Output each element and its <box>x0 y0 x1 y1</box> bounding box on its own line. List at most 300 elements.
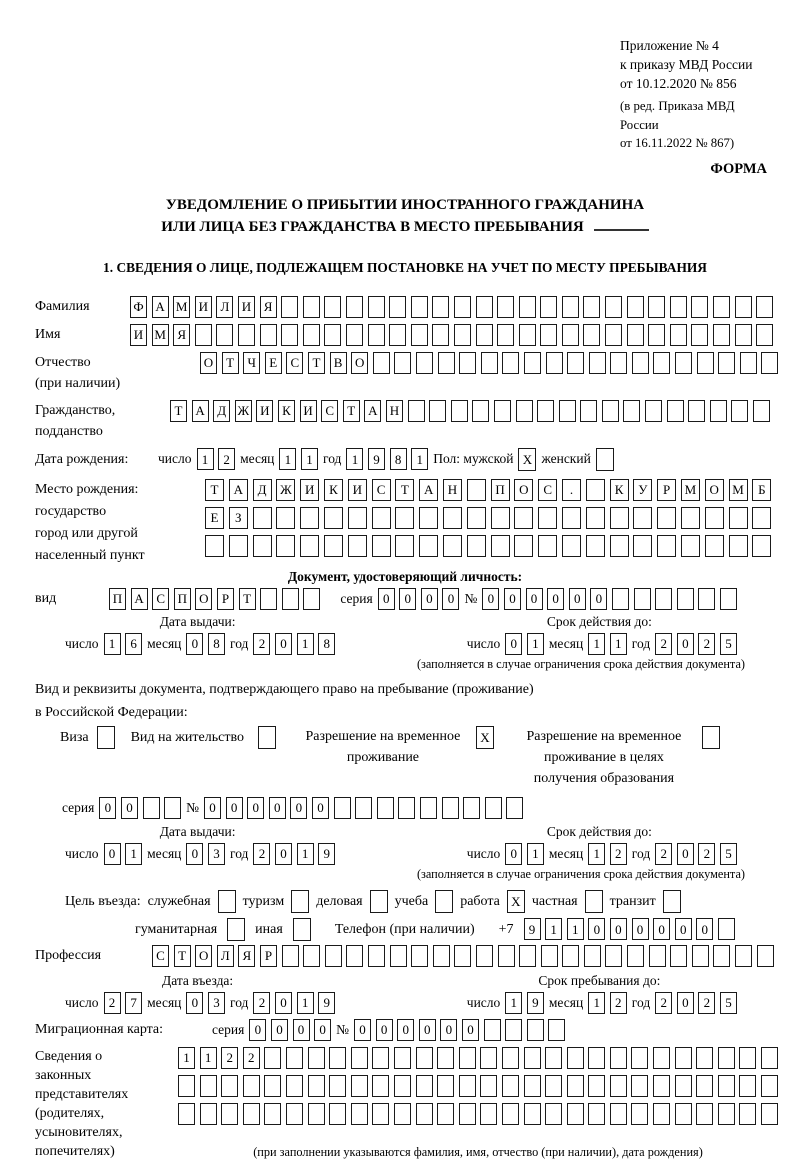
given-name-cell[interactable] <box>756 324 773 346</box>
patronymic-cell[interactable] <box>546 352 563 374</box>
entry-day-cell[interactable]: 7 <box>125 992 142 1014</box>
representatives-cell[interactable] <box>545 1103 562 1125</box>
patronymic-cell[interactable] <box>653 352 670 374</box>
doc-kind-cell[interactable]: О <box>195 588 212 610</box>
given-name-cell[interactable] <box>238 324 255 346</box>
profession-cell[interactable]: С <box>152 945 169 967</box>
residence-number-cell[interactable] <box>506 797 523 819</box>
doc-valid-year-cell[interactable]: 5 <box>720 633 737 655</box>
representatives-cell[interactable] <box>200 1103 217 1125</box>
surname-cell[interactable] <box>281 296 298 318</box>
representatives-cell[interactable] <box>524 1103 541 1125</box>
entry-day-cell[interactable]: 2 <box>104 992 121 1014</box>
birth-year-cell[interactable]: 1 <box>346 448 363 470</box>
profession-cell[interactable] <box>368 945 385 967</box>
doc-kind-cell[interactable]: Т <box>239 588 256 610</box>
purpose-transit-checkbox[interactable] <box>663 890 681 913</box>
representatives-cell[interactable] <box>200 1075 217 1097</box>
citizenship-cell[interactable] <box>472 400 489 422</box>
sex-male-checkbox[interactable]: X <box>518 448 536 471</box>
birth-place-cell[interactable]: Р <box>657 479 676 501</box>
representatives-cell[interactable] <box>480 1103 497 1125</box>
residence-valid-year-cell[interactable]: 5 <box>720 843 737 865</box>
citizenship-cell[interactable] <box>688 400 705 422</box>
profession-cell[interactable] <box>346 945 363 967</box>
birth-place-cell[interactable] <box>395 507 414 529</box>
phone-cell[interactable]: 9 <box>524 918 541 940</box>
profession-cell[interactable]: Р <box>260 945 277 967</box>
birth-place-cell[interactable] <box>586 479 605 501</box>
patronymic-cell[interactable] <box>761 352 778 374</box>
residence-number-cell[interactable]: 0 <box>247 797 264 819</box>
doc-valid-month-cell[interactable]: 1 <box>588 633 605 655</box>
birth-place-cell[interactable] <box>705 507 724 529</box>
patronymic-cell[interactable]: Е <box>265 352 282 374</box>
surname-cell[interactable] <box>303 296 320 318</box>
given-name-cell[interactable] <box>324 324 341 346</box>
given-name-cell[interactable] <box>260 324 277 346</box>
birth-place-cell[interactable]: Н <box>443 479 462 501</box>
doc-issue-month-cell[interactable]: 8 <box>208 633 225 655</box>
citizenship-cell[interactable]: Т <box>170 400 187 422</box>
surname-cell[interactable]: И <box>195 296 212 318</box>
doc-series-cell[interactable]: 0 <box>378 588 395 610</box>
phone-cell[interactable]: 0 <box>632 918 649 940</box>
surname-cell[interactable]: Ф <box>130 296 147 318</box>
birth-place-cell[interactable] <box>562 507 581 529</box>
birth-place-cell[interactable]: П <box>491 479 510 501</box>
given-name-cell[interactable]: И <box>130 324 147 346</box>
doc-number-cell[interactable]: 0 <box>504 588 521 610</box>
doc-number-cell[interactable] <box>612 588 629 610</box>
birth-place-cell[interactable] <box>229 535 248 557</box>
doc-number-cell[interactable]: 0 <box>547 588 564 610</box>
patronymic-cell[interactable] <box>373 352 390 374</box>
birth-place-cell[interactable]: Т <box>205 479 224 501</box>
surname-cell[interactable] <box>411 296 428 318</box>
citizenship-cell[interactable] <box>494 400 511 422</box>
representatives-cell[interactable]: 1 <box>200 1047 217 1069</box>
citizenship-cell[interactable] <box>451 400 468 422</box>
given-name-cell[interactable] <box>497 324 514 346</box>
doc-number-cell[interactable]: 0 <box>569 588 586 610</box>
representatives-cell[interactable] <box>524 1075 541 1097</box>
doc-kind-cell[interactable] <box>260 588 277 610</box>
patronymic-cell[interactable]: Т <box>308 352 325 374</box>
representatives-cell[interactable] <box>653 1047 670 1069</box>
doc-valid-year-cell[interactable]: 0 <box>677 633 694 655</box>
surname-cell[interactable] <box>756 296 773 318</box>
surname-cell[interactable] <box>735 296 752 318</box>
representatives-cell[interactable] <box>631 1047 648 1069</box>
representatives-cell[interactable] <box>459 1075 476 1097</box>
birth-place-cell[interactable]: У <box>633 479 652 501</box>
residence-series-cell[interactable]: 0 <box>121 797 138 819</box>
phone-cell[interactable]: 0 <box>588 918 605 940</box>
birth-place-cell[interactable] <box>610 535 629 557</box>
birth-day-cell[interactable]: 2 <box>218 448 235 470</box>
representatives-cell[interactable] <box>351 1047 368 1069</box>
citizenship-cell[interactable] <box>429 400 446 422</box>
birth-year-cell[interactable]: 1 <box>411 448 428 470</box>
doc-issue-day-cell[interactable]: 1 <box>104 633 121 655</box>
birth-place-cell[interactable]: А <box>229 479 248 501</box>
given-name-cell[interactable] <box>368 324 385 346</box>
doc-kind-cell[interactable]: П <box>109 588 126 610</box>
birth-month-cell[interactable]: 1 <box>301 448 318 470</box>
residence-issue-year-cell[interactable]: 9 <box>318 843 335 865</box>
given-name-cell[interactable] <box>195 324 212 346</box>
citizenship-cell[interactable] <box>667 400 684 422</box>
birth-place-cell[interactable] <box>253 535 272 557</box>
representatives-cell[interactable] <box>480 1047 497 1069</box>
representatives-cell[interactable] <box>286 1103 303 1125</box>
birth-place-cell[interactable] <box>633 507 652 529</box>
residence-valid-year-cell[interactable]: 0 <box>677 843 694 865</box>
representatives-cell[interactable] <box>588 1047 605 1069</box>
doc-number-cell[interactable]: 0 <box>590 588 607 610</box>
surname-cell[interactable] <box>519 296 536 318</box>
given-name-cell[interactable] <box>476 324 493 346</box>
purpose-work-checkbox[interactable]: X <box>507 890 525 913</box>
birth-place-cell[interactable] <box>633 535 652 557</box>
doc-series-cell[interactable]: 0 <box>399 588 416 610</box>
birth-place-cell[interactable]: О <box>705 479 724 501</box>
representatives-cell[interactable] <box>610 1075 627 1097</box>
citizenship-cell[interactable]: И <box>300 400 317 422</box>
representatives-cell[interactable] <box>308 1103 325 1125</box>
citizenship-cell[interactable] <box>580 400 597 422</box>
patronymic-cell[interactable] <box>459 352 476 374</box>
citizenship-cell[interactable] <box>559 400 576 422</box>
patronymic-cell[interactable] <box>481 352 498 374</box>
given-name-cell[interactable] <box>281 324 298 346</box>
migration-series-cell[interactable]: 0 <box>271 1019 288 1041</box>
stay-year-cell[interactable]: 2 <box>698 992 715 1014</box>
stay-year-cell[interactable]: 0 <box>677 992 694 1014</box>
birth-place-cell[interactable] <box>705 535 724 557</box>
surname-cell[interactable] <box>432 296 449 318</box>
representatives-cell[interactable] <box>675 1047 692 1069</box>
migration-number-cell[interactable]: 0 <box>354 1019 371 1041</box>
birth-place-cell[interactable] <box>752 507 771 529</box>
surname-cell[interactable] <box>627 296 644 318</box>
given-name-cell[interactable] <box>216 324 233 346</box>
given-name-cell[interactable] <box>713 324 730 346</box>
representatives-cell[interactable] <box>264 1075 281 1097</box>
migration-number-cell[interactable] <box>548 1019 565 1041</box>
residence-number-cell[interactable]: 0 <box>290 797 307 819</box>
phone-cell[interactable]: 1 <box>545 918 562 940</box>
surname-cell[interactable]: Я <box>260 296 277 318</box>
representatives-cell[interactable] <box>739 1103 756 1125</box>
representatives-cell[interactable] <box>610 1103 627 1125</box>
representatives-cell[interactable] <box>329 1047 346 1069</box>
birth-place-cell[interactable] <box>467 535 486 557</box>
given-name-cell[interactable] <box>735 324 752 346</box>
given-name-cell[interactable] <box>670 324 687 346</box>
birth-place-cell[interactable]: А <box>419 479 438 501</box>
residence-issue-day-cell[interactable]: 0 <box>104 843 121 865</box>
doc-valid-month-cell[interactable]: 1 <box>610 633 627 655</box>
profession-cell[interactable] <box>605 945 622 967</box>
phone-cell[interactable] <box>718 918 735 940</box>
birth-place-cell[interactable]: К <box>610 479 629 501</box>
profession-cell[interactable] <box>454 945 471 967</box>
birth-place-cell[interactable]: И <box>300 479 319 501</box>
residence-issue-day-cell[interactable]: 1 <box>125 843 142 865</box>
entry-year-cell[interactable]: 1 <box>297 992 314 1014</box>
patronymic-cell[interactable] <box>394 352 411 374</box>
birth-place-cell[interactable]: С <box>538 479 557 501</box>
representatives-cell[interactable] <box>631 1075 648 1097</box>
representatives-cell[interactable] <box>416 1075 433 1097</box>
given-name-cell[interactable] <box>454 324 471 346</box>
migration-number-cell[interactable]: 0 <box>462 1019 479 1041</box>
citizenship-cell[interactable]: Н <box>386 400 403 422</box>
phone-cell[interactable]: 0 <box>653 918 670 940</box>
residence-permit-checkbox[interactable] <box>258 726 276 749</box>
migration-number-cell[interactable]: 0 <box>376 1019 393 1041</box>
citizenship-cell[interactable]: С <box>321 400 338 422</box>
surname-cell[interactable]: М <box>173 296 190 318</box>
stay-day-cell[interactable]: 9 <box>527 992 544 1014</box>
birth-place-cell[interactable] <box>514 507 533 529</box>
representatives-cell[interactable] <box>308 1075 325 1097</box>
doc-valid-year-cell[interactable]: 2 <box>655 633 672 655</box>
representatives-cell[interactable] <box>739 1075 756 1097</box>
doc-series-cell[interactable]: 0 <box>442 588 459 610</box>
representatives-cell[interactable] <box>675 1075 692 1097</box>
birth-place-cell[interactable] <box>538 535 557 557</box>
representatives-cell[interactable] <box>480 1075 497 1097</box>
representatives-cell[interactable] <box>718 1075 735 1097</box>
patronymic-cell[interactable] <box>567 352 584 374</box>
residence-number-cell[interactable]: 0 <box>269 797 286 819</box>
representatives-cell[interactable] <box>502 1047 519 1069</box>
birth-place-cell[interactable] <box>300 535 319 557</box>
representatives-cell[interactable] <box>545 1047 562 1069</box>
birth-place-cell[interactable]: Е <box>205 507 224 529</box>
birth-place-cell[interactable]: З <box>229 507 248 529</box>
residence-issue-month-cell[interactable]: 3 <box>208 843 225 865</box>
entry-year-cell[interactable]: 9 <box>318 992 335 1014</box>
residence-number-cell[interactable] <box>485 797 502 819</box>
surname-cell[interactable] <box>324 296 341 318</box>
patronymic-cell[interactable] <box>632 352 649 374</box>
citizenship-cell[interactable] <box>408 400 425 422</box>
stay-month-cell[interactable]: 2 <box>610 992 627 1014</box>
doc-kind-cell[interactable] <box>303 588 320 610</box>
citizenship-cell[interactable] <box>623 400 640 422</box>
profession-cell[interactable] <box>649 945 666 967</box>
purpose-tourism-checkbox[interactable] <box>291 890 309 913</box>
birth-place-cell[interactable] <box>348 507 367 529</box>
residence-number-cell[interactable] <box>377 797 394 819</box>
citizenship-cell[interactable]: К <box>278 400 295 422</box>
phone-cell[interactable]: 0 <box>610 918 627 940</box>
representatives-cell[interactable] <box>437 1103 454 1125</box>
profession-cell[interactable] <box>584 945 601 967</box>
birth-place-cell[interactable] <box>681 535 700 557</box>
representatives-cell[interactable] <box>459 1103 476 1125</box>
doc-kind-cell[interactable]: С <box>152 588 169 610</box>
citizenship-cell[interactable]: А <box>364 400 381 422</box>
surname-cell[interactable] <box>648 296 665 318</box>
surname-cell[interactable] <box>605 296 622 318</box>
representatives-cell[interactable] <box>696 1047 713 1069</box>
representatives-cell[interactable] <box>675 1103 692 1125</box>
profession-cell[interactable] <box>390 945 407 967</box>
doc-number-cell[interactable]: 0 <box>526 588 543 610</box>
given-name-cell[interactable] <box>627 324 644 346</box>
given-name-cell[interactable]: Я <box>173 324 190 346</box>
profession-cell[interactable]: О <box>195 945 212 967</box>
representatives-cell[interactable] <box>329 1075 346 1097</box>
doc-issue-day-cell[interactable]: 6 <box>125 633 142 655</box>
temp-residence-edu-checkbox[interactable] <box>702 726 720 749</box>
birth-place-cell[interactable]: К <box>324 479 343 501</box>
representatives-cell[interactable] <box>221 1103 238 1125</box>
residence-issue-year-cell[interactable]: 2 <box>253 843 270 865</box>
citizenship-cell[interactable] <box>516 400 533 422</box>
representatives-cell[interactable] <box>178 1075 195 1097</box>
representatives-cell[interactable] <box>437 1075 454 1097</box>
birth-place-cell[interactable] <box>514 535 533 557</box>
birth-place-cell[interactable] <box>372 535 391 557</box>
profession-cell[interactable] <box>498 945 515 967</box>
surname-cell[interactable] <box>368 296 385 318</box>
profession-cell[interactable] <box>325 945 342 967</box>
temp-residence-checkbox[interactable]: X <box>476 726 494 749</box>
representatives-cell[interactable]: 2 <box>221 1047 238 1069</box>
doc-kind-cell[interactable] <box>282 588 299 610</box>
phone-cell[interactable]: 1 <box>567 918 584 940</box>
birth-place-cell[interactable] <box>372 507 391 529</box>
given-name-cell[interactable] <box>411 324 428 346</box>
representatives-cell[interactable] <box>372 1047 389 1069</box>
representatives-cell[interactable] <box>502 1103 519 1125</box>
patronymic-cell[interactable] <box>740 352 757 374</box>
representatives-cell[interactable] <box>308 1047 325 1069</box>
citizenship-cell[interactable]: И <box>256 400 273 422</box>
purpose-study-checkbox[interactable] <box>435 890 453 913</box>
profession-cell[interactable] <box>670 945 687 967</box>
residence-valid-month-cell[interactable]: 1 <box>588 843 605 865</box>
residence-number-cell[interactable] <box>442 797 459 819</box>
birth-place-cell[interactable] <box>395 535 414 557</box>
surname-cell[interactable] <box>454 296 471 318</box>
birth-place-cell[interactable] <box>276 535 295 557</box>
profession-cell[interactable] <box>735 945 752 967</box>
given-name-cell[interactable] <box>519 324 536 346</box>
representatives-cell[interactable] <box>243 1075 260 1097</box>
patronymic-cell[interactable] <box>416 352 433 374</box>
profession-cell[interactable]: Я <box>238 945 255 967</box>
given-name-cell[interactable] <box>562 324 579 346</box>
residence-issue-month-cell[interactable]: 0 <box>186 843 203 865</box>
birth-place-cell[interactable]: Ж <box>276 479 295 501</box>
residence-valid-month-cell[interactable]: 2 <box>610 843 627 865</box>
birth-place-cell[interactable] <box>300 507 319 529</box>
profession-cell[interactable] <box>713 945 730 967</box>
doc-number-cell[interactable] <box>634 588 651 610</box>
representatives-cell[interactable] <box>329 1103 346 1125</box>
doc-issue-year-cell[interactable]: 1 <box>297 633 314 655</box>
birth-place-cell[interactable] <box>681 507 700 529</box>
doc-number-cell[interactable] <box>698 588 715 610</box>
representatives-cell[interactable] <box>351 1103 368 1125</box>
birth-place-cell[interactable]: . <box>562 479 581 501</box>
representatives-cell[interactable] <box>588 1103 605 1125</box>
phone-cell[interactable]: 0 <box>675 918 692 940</box>
migration-series-cell[interactable]: 0 <box>293 1019 310 1041</box>
birth-place-cell[interactable]: Т <box>395 479 414 501</box>
entry-month-cell[interactable]: 0 <box>186 992 203 1014</box>
patronymic-cell[interactable]: Т <box>222 352 239 374</box>
residence-series-cell[interactable]: 0 <box>99 797 116 819</box>
purpose-humanitarian-checkbox[interactable] <box>227 918 245 941</box>
stay-day-cell[interactable]: 1 <box>505 992 522 1014</box>
birth-place-cell[interactable] <box>538 507 557 529</box>
migration-number-cell[interactable]: 0 <box>440 1019 457 1041</box>
patronymic-cell[interactable]: О <box>200 352 217 374</box>
surname-cell[interactable] <box>540 296 557 318</box>
patronymic-cell[interactable] <box>524 352 541 374</box>
surname-cell[interactable] <box>713 296 730 318</box>
profession-cell[interactable] <box>562 945 579 967</box>
residence-valid-year-cell[interactable]: 2 <box>655 843 672 865</box>
citizenship-cell[interactable]: А <box>192 400 209 422</box>
birth-year-cell[interactable]: 8 <box>390 448 407 470</box>
representatives-cell[interactable] <box>394 1075 411 1097</box>
doc-number-cell[interactable] <box>677 588 694 610</box>
birth-place-cell[interactable] <box>752 535 771 557</box>
birth-place-cell[interactable] <box>253 507 272 529</box>
representatives-cell[interactable] <box>545 1075 562 1097</box>
surname-cell[interactable] <box>562 296 579 318</box>
patronymic-cell[interactable] <box>718 352 735 374</box>
residence-issue-year-cell[interactable]: 1 <box>297 843 314 865</box>
citizenship-cell[interactable] <box>537 400 554 422</box>
representatives-cell[interactable] <box>243 1103 260 1125</box>
doc-number-cell[interactable] <box>720 588 737 610</box>
profession-cell[interactable] <box>411 945 428 967</box>
given-name-cell[interactable] <box>303 324 320 346</box>
birth-place-cell[interactable] <box>276 507 295 529</box>
doc-kind-cell[interactable]: Р <box>217 588 234 610</box>
profession-cell[interactable]: Т <box>174 945 191 967</box>
representatives-cell[interactable]: 1 <box>178 1047 195 1069</box>
given-name-cell[interactable] <box>432 324 449 346</box>
birth-place-cell[interactable]: И <box>348 479 367 501</box>
representatives-cell[interactable] <box>459 1047 476 1069</box>
phone-cell[interactable]: 0 <box>696 918 713 940</box>
doc-issue-month-cell[interactable]: 0 <box>186 633 203 655</box>
given-name-cell[interactable] <box>691 324 708 346</box>
given-name-cell[interactable] <box>648 324 665 346</box>
entry-year-cell[interactable]: 2 <box>253 992 270 1014</box>
purpose-commercial-checkbox[interactable] <box>370 890 388 913</box>
doc-number-cell[interactable]: 0 <box>482 588 499 610</box>
representatives-cell[interactable] <box>394 1047 411 1069</box>
birth-place-cell[interactable] <box>443 507 462 529</box>
residence-number-cell[interactable] <box>355 797 372 819</box>
patronymic-cell[interactable] <box>502 352 519 374</box>
residence-valid-day-cell[interactable]: 0 <box>505 843 522 865</box>
birth-day-cell[interactable]: 1 <box>197 448 214 470</box>
birth-place-cell[interactable] <box>586 507 605 529</box>
